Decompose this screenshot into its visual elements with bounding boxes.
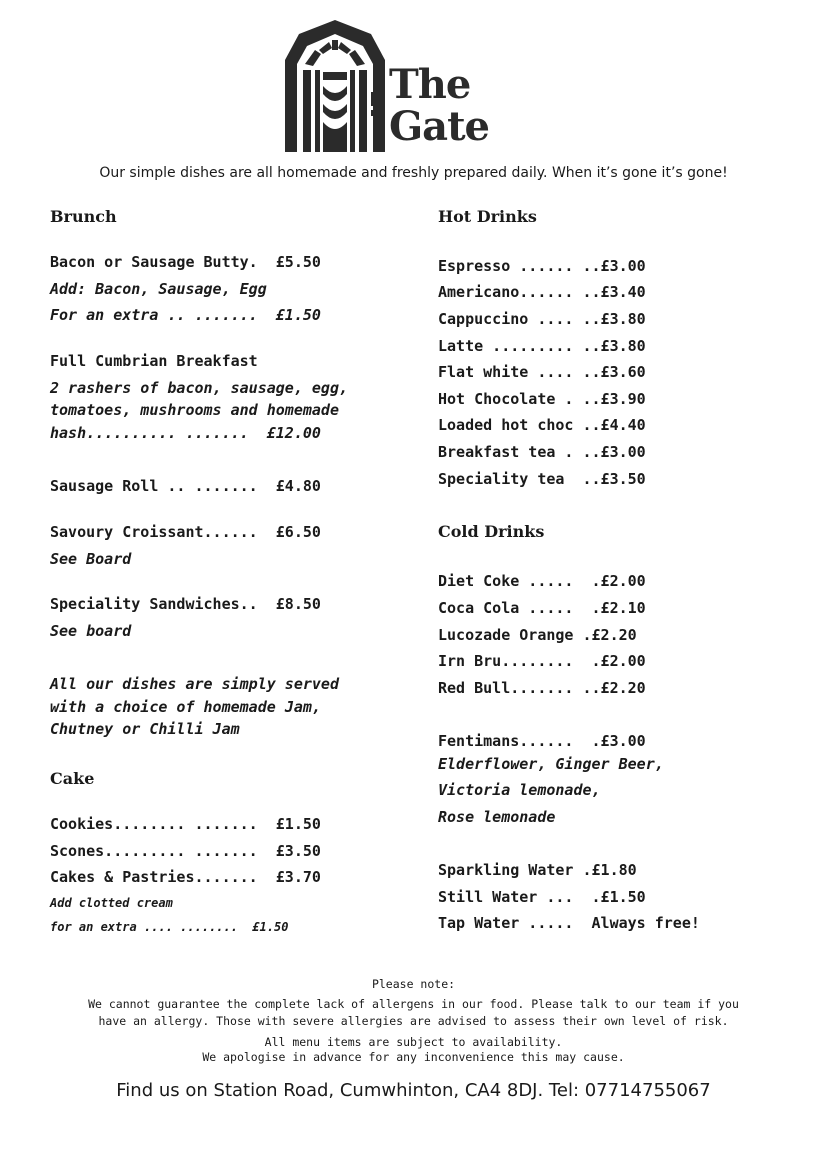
menu-item: Bacon or Sausage Butty. £5.50 [50, 253, 321, 271]
menu-item: Americano...... ..£3.40 [438, 283, 646, 301]
note-heading: Please note: [371, 977, 456, 991]
menu-item: Still Water ... .£1.50 [438, 888, 646, 906]
allergen-note: We cannot guarantee the complete lack of allergens in our food. Please talk to our team if you [88, 997, 739, 1011]
menu-note: with a choice of homemade Jam, [50, 698, 321, 716]
the-gate-logo [285, 20, 505, 155]
menu-item-note: hash.......... ....... £12.00 [50, 424, 321, 442]
logo-line-gate: Gate [389, 103, 490, 150]
menu-item-note: See Board [50, 550, 132, 568]
menu-item-note: Victoria lemonade, [438, 781, 601, 799]
menu-note: All our dishes are simply served [50, 675, 339, 693]
menu-item: Diet Coke ..... .£2.00 [438, 572, 646, 590]
menu-item: Fentimans...... .£3.00 [438, 732, 646, 750]
menu-item: Espresso ...... ..£3.00 [438, 257, 646, 275]
menu-item-note: tomatoes, mushrooms and homemade [50, 401, 339, 419]
availability-note: All menu items are subject to availability. [264, 1035, 563, 1049]
menu-item: Sparkling Water .£1.80 [438, 861, 637, 879]
cake-heading: Cake [50, 769, 95, 788]
cold-drinks-heading: Cold Drinks [438, 522, 545, 541]
menu-item: Lucozade Orange .£2.20 [438, 626, 637, 644]
menu-note: Chutney or Chilli Jam [50, 720, 240, 738]
menu-item-note: for an extra .... ........ £1.50 [50, 920, 289, 934]
menu-item: Scones......... ....... £3.50 [50, 842, 321, 860]
menu-item: Cookies........ ....... £1.50 [50, 815, 321, 833]
address-footer: Find us on Station Road, Cumwhinton, CA4 8DJ. Tel: 07714755067 [116, 1080, 711, 1101]
menu-item: Full Cumbrian Breakfast [50, 352, 258, 370]
menu-item: Hot Chocolate . ..£3.90 [438, 390, 646, 408]
menu-item-note: See board [50, 622, 132, 640]
menu-item: Coca Cola ..... .£2.10 [438, 599, 646, 617]
menu-item: Cakes & Pastries....... £3.70 [50, 868, 321, 886]
menu-item: Tap Water ..... Always free! [438, 914, 700, 932]
menu-item: Loaded hot choc ..£4.40 [438, 416, 646, 434]
hot-drinks-heading: Hot Drinks [438, 207, 537, 226]
allergen-note: have an allergy. Those with severe allergies are advised to assess their own level of risk. [98, 1014, 729, 1028]
menu-item: Irn Bru........ .£2.00 [438, 652, 646, 670]
menu-item-note: For an extra .. ....... £1.50 [50, 306, 321, 324]
menu-item: Speciality tea ..£3.50 [438, 470, 646, 488]
menu-item-note: Rose lemonade [438, 808, 556, 826]
menu-item: Speciality Sandwiches.. £8.50 [50, 595, 321, 613]
gate-arch-icon [285, 20, 385, 152]
brunch-heading: Brunch [50, 207, 117, 226]
menu-item: Red Bull....... ..£2.20 [438, 679, 646, 697]
menu-item-note: Elderflower, Ginger Beer, [438, 755, 664, 773]
logo-line-the: The [389, 61, 471, 108]
menu-item-note: Add clotted cream [50, 896, 173, 910]
menu-item: Savoury Croissant...... £6.50 [50, 523, 321, 541]
menu-item: Latte ......... ..£3.80 [438, 337, 646, 355]
menu-item: Sausage Roll .. ....... £4.80 [50, 477, 321, 495]
menu-item: Breakfast tea . ..£3.00 [438, 443, 646, 461]
logo-wordmark [389, 61, 490, 150]
menu-item: Cappuccino .... ..£3.80 [438, 310, 646, 328]
menu-item: Flat white .... ..£3.60 [438, 363, 646, 381]
menu-item-note: Add: Bacon, Sausage, Egg [50, 280, 267, 298]
apology-note: We apologise in advance for any inconvenience this may cause. [202, 1050, 625, 1064]
menu-item-note: 2 rashers of bacon, sausage, egg, [50, 379, 349, 397]
tagline: Our simple dishes are all homemade and freshly prepared daily. When it’s gone it’s gone! [99, 165, 728, 181]
